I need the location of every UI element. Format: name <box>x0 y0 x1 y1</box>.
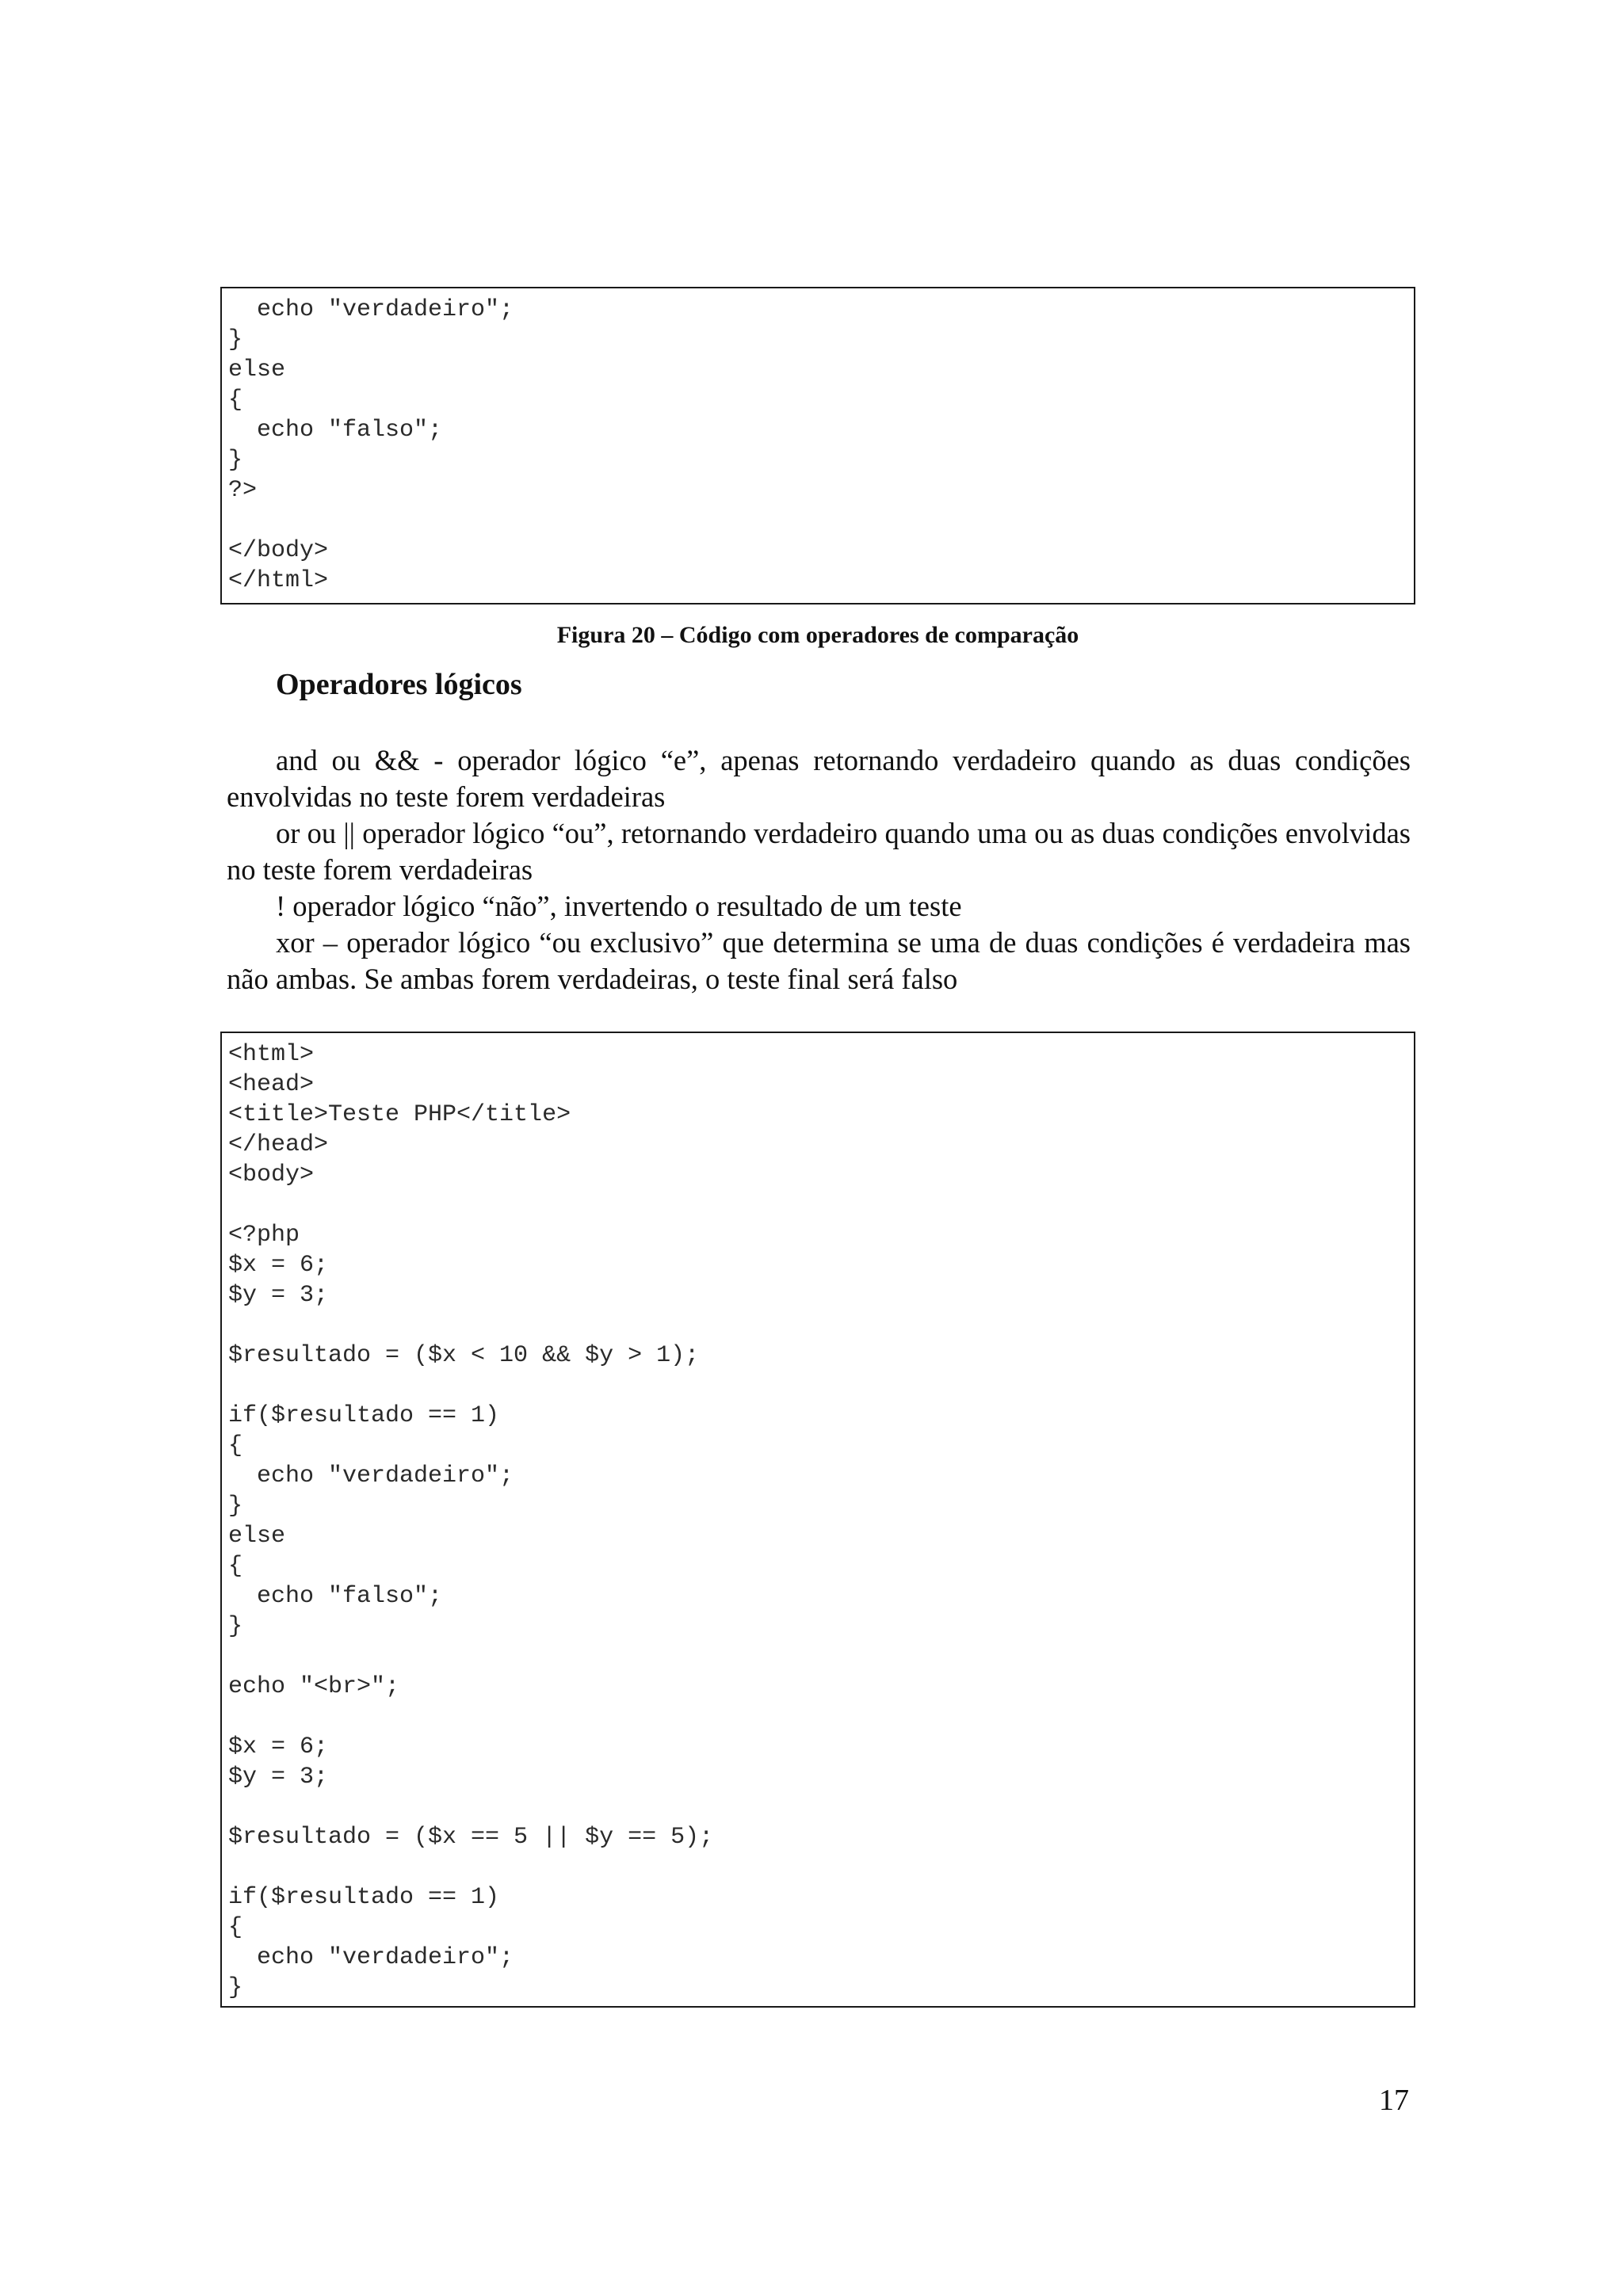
code-block-main <box>220 1032 1415 2008</box>
code-line: if($resultado == 1) <box>228 1402 500 1429</box>
code-line: } <box>228 1493 243 1520</box>
code-line: } <box>228 447 243 474</box>
code-line: else <box>228 357 286 383</box>
page-number: 17 <box>1379 2084 1409 2117</box>
code-line: echo "<br>"; <box>228 1673 400 1700</box>
code-line: $resultado = ($x < 10 && $y > 1); <box>228 1342 700 1369</box>
code-line: { <box>228 1914 243 1941</box>
code-line: </html> <box>228 567 329 594</box>
section-heading: Operadores lógicos <box>276 668 522 701</box>
code-line: </body> <box>228 537 329 564</box>
code-line: } <box>228 1613 243 1640</box>
code-line: else <box>228 1523 286 1550</box>
code-line: <title>Teste PHP</title> <box>228 1101 571 1128</box>
code-line: if($resultado == 1) <box>228 1884 500 1911</box>
figure-caption: Figura 20 – Código com operadores de comparação <box>556 622 1079 648</box>
code-line: </head> <box>228 1131 329 1158</box>
code-line <box>228 1792 1414 1822</box>
code-line <box>228 1852 1414 1882</box>
code-line: } <box>228 326 243 353</box>
code-block-top <box>220 287 1415 605</box>
code-line: <head> <box>228 1071 315 1098</box>
code-line <box>228 505 1414 536</box>
code-line: $x = 6; <box>228 1252 329 1279</box>
code-line: echo "falso"; <box>228 417 443 444</box>
code-line <box>228 1190 1414 1220</box>
code-line <box>228 1310 1414 1341</box>
code-line: echo "falso"; <box>228 1583 443 1610</box>
code-line: { <box>228 387 243 414</box>
code-line: $y = 3; <box>228 1282 329 1309</box>
code-line <box>228 1702 1414 1732</box>
code-line: { <box>228 1432 243 1459</box>
paragraph-or: or ou || operador lógico “ou”, retornando verdadeiro quando uma ou as duas condições envolvidas no teste forem verdadeiras <box>227 817 1411 886</box>
code-line: } <box>228 1974 243 2001</box>
code-line: echo "verdadeiro"; <box>228 1463 514 1489</box>
code-line: $x = 6; <box>228 1733 329 1760</box>
code-line: { <box>228 1553 243 1580</box>
body-text <box>227 742 1411 997</box>
code-line: $resultado = ($x == 5 || $y == 5); <box>228 1824 714 1851</box>
code-line: echo "verdadeiro"; <box>228 296 514 323</box>
paragraph-not: ! operador lógico “não”, invertendo o resultado de um teste <box>276 890 962 922</box>
code-line: <body> <box>228 1161 315 1188</box>
code-line <box>228 1642 1414 1672</box>
code-line <box>228 1371 1414 1401</box>
code-line: ?> <box>228 477 258 504</box>
code-line: echo "verdadeiro"; <box>228 1944 514 1971</box>
code-line: $y = 3; <box>228 1764 329 1791</box>
paragraph-xor: xor – operador lógico “ou exclusivo” que determina se uma de duas condições é verdadeira mas não ambas. Se ambas forem verdadeiras, o teste final será falso <box>227 926 1411 995</box>
code-line: <html> <box>228 1041 315 1068</box>
code-line: <?php <box>228 1222 300 1249</box>
paragraph-and: and ou && - operador lógico “e”, apenas retornando verdadeiro quando as duas condições envolvidas no teste forem verdadeiras <box>227 744 1411 813</box>
